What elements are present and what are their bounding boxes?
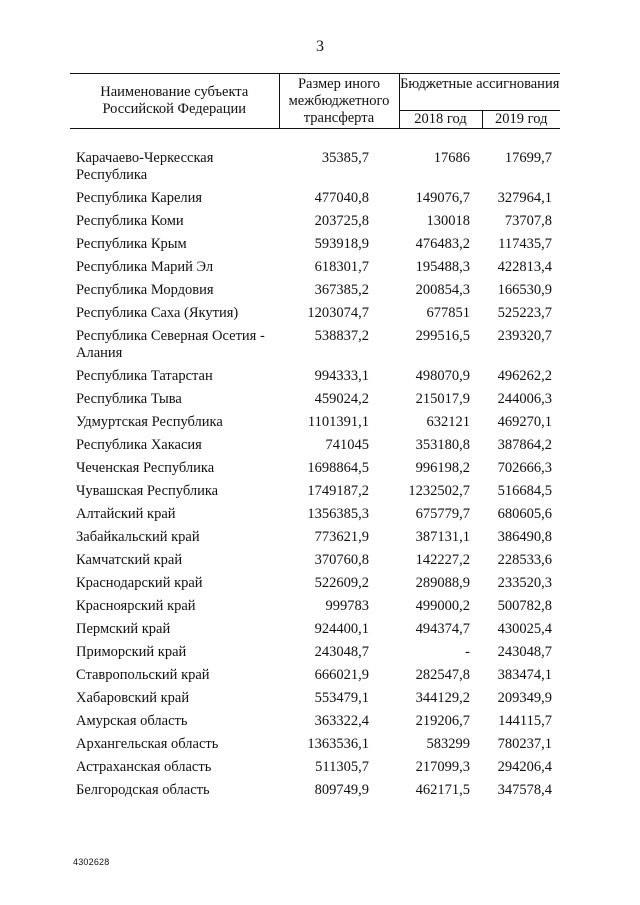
transfer-amount: 999783 [325,598,369,614]
transfer-amount: 367385,2 [314,282,369,298]
region-name: Республика Тыва [76,391,182,407]
region-name: Хабаровский край [76,690,190,706]
transfer-amount: 666021,9 [314,667,369,683]
allocation-2019: 294206,4 [497,759,552,775]
region-name: Забайкальский край [76,529,200,545]
header-transfer-size: Размер иного межбюджетного трансферта [279,74,399,129]
allocation-2018: 387131,1 [415,529,470,545]
allocation-2019: 500782,8 [497,598,552,614]
region-name: Республика Татарстан [76,368,213,384]
allocation-2018: 498070,9 [415,368,470,384]
region-name: Архангельская область [76,736,219,752]
allocation-2018: 17686 [433,150,470,166]
table-row [70,256,560,279]
allocation-2019: 516684,5 [497,483,552,499]
region-name: Ставропольский край [76,667,210,683]
allocation-2019: 525223,7 [497,305,552,321]
table-row [70,187,560,210]
region-name: Чеченская Республика [76,460,215,476]
page-number: 3 [316,38,324,55]
header-year-2019: 2019 год [482,111,560,129]
region-name: Камчатский край [76,552,183,568]
document-code: 4302628 [73,857,110,867]
region-name: Астраханская область [76,759,212,775]
transfer-amount: 1356385,3 [307,506,369,522]
region-name: Республика Северная Осетия - Алания [76,328,265,361]
allocation-2019: 386490,8 [497,529,552,545]
table-row [70,434,560,457]
region-name: Амурская область [76,713,188,729]
region-name: Республика Хакасия [76,437,202,453]
allocation-2019: 422813,4 [497,259,552,275]
table-row [70,641,560,664]
region-name: Республика Коми [76,213,184,229]
table-row [70,618,560,641]
allocation-2018: 677851 [426,305,470,321]
transfer-amount: 1363536,1 [307,736,369,752]
table-row [70,595,560,618]
allocation-2019: 243048,7 [497,644,552,660]
table-row [70,572,560,595]
allocation-2019: 347578,4 [497,782,552,798]
transfer-amount: 363322,4 [314,713,369,729]
region-name: Карачаево-Черкесская Республика [76,150,214,183]
region-name: Удмуртская Республика [76,414,223,430]
transfer-amount: 924400,1 [314,621,369,637]
region-name: Приморский край [76,644,187,660]
table-row [70,526,560,549]
allocation-2019: 144115,7 [498,713,552,729]
table-row [70,687,560,710]
budget-table [70,73,560,802]
region-name: Алтайский край [76,506,176,522]
transfer-amount: 1101391,1 [307,414,369,430]
transfer-amount: 994333,1 [314,368,369,384]
region-name: Краснодарский край [76,575,203,591]
table-row [70,756,560,779]
table-header [70,74,560,129]
transfer-amount: 370760,8 [314,552,369,568]
allocation-2019: 17699,7 [504,150,552,166]
allocation-2019: 73707,8 [504,213,552,229]
allocation-2018: 583299 [426,736,470,752]
allocation-2018: 462171,5 [415,782,470,798]
allocation-2018: 344129,2 [415,690,470,706]
transfer-amount: 1698864,5 [307,460,369,476]
transfer-amount: 741045 [325,437,369,453]
allocation-2018: 675779,7 [415,506,470,522]
table-row [70,549,560,572]
allocation-2018: 130018 [426,213,470,229]
header-year-2018: 2018 год [399,111,482,129]
transfer-amount: 511305,7 [315,759,369,775]
transfer-amount: 477040,8 [314,190,369,206]
allocation-2019: 702666,3 [497,460,552,476]
allocation-2018: 142227,2 [415,552,470,568]
table-row [70,129,560,188]
allocation-2018: 219206,7 [415,713,470,729]
region-name: Белгородская область [76,782,210,798]
transfer-amount: 593918,9 [314,236,369,252]
allocation-2018: 149076,7 [415,190,470,206]
region-name: Пермский край [76,621,171,637]
allocation-2019: 327964,1 [497,190,552,206]
allocation-2018: 353180,8 [415,437,470,453]
allocation-2019: 228533,6 [497,552,552,568]
table-row [70,733,560,756]
header-region-name: Наименование субъекта Российской Федерации [70,74,279,129]
allocation-2018: - [465,644,470,660]
allocation-2018: 494374,7 [415,621,470,637]
transfer-amount: 773621,9 [314,529,369,545]
transfer-amount: 203725,8 [314,213,369,229]
allocation-2019: 244006,3 [497,391,552,407]
allocation-2019: 117435,7 [498,236,552,252]
allocation-2018: 217099,3 [415,759,470,775]
transfer-amount: 618301,7 [314,259,369,275]
table-row [70,325,560,365]
allocation-2018: 632121 [426,414,470,430]
allocation-2019: 233520,3 [497,575,552,591]
transfer-amount: 459024,2 [314,391,369,407]
allocation-2018: 1232502,7 [408,483,470,499]
table-row [70,480,560,503]
table-row [70,779,560,802]
allocation-2018: 499000,2 [415,598,470,614]
table-row [70,411,560,434]
allocation-2018: 195488,3 [415,259,470,275]
header-budget-allocations: Бюджетные ассигнования [399,74,560,111]
region-name: Республика Крым [76,236,187,252]
region-name: Республика Карелия [76,190,203,206]
allocation-2018: 200854,3 [415,282,470,298]
table-body [70,129,560,803]
table-row [70,233,560,256]
table-row [70,664,560,687]
table-row [70,210,560,233]
allocation-2019: 383474,1 [497,667,552,683]
allocation-2019: 780237,1 [497,736,552,752]
table-row [70,388,560,411]
table-row [70,457,560,480]
table-row [70,710,560,733]
allocation-2019: 469270,1 [497,414,552,430]
transfer-amount: 35385,7 [321,150,369,166]
allocation-2018: 289088,9 [415,575,470,591]
region-name: Республика Марий Эл [76,259,214,275]
transfer-amount: 538837,2 [314,328,369,344]
allocation-2019: 496262,2 [497,368,552,384]
table-row [70,302,560,325]
transfer-amount: 1749187,2 [307,483,369,499]
allocation-2019: 680605,6 [497,506,552,522]
region-name: Чувашская Республика [76,483,219,499]
transfer-amount: 809749,9 [314,782,369,798]
allocation-2018: 215017,9 [415,391,470,407]
allocation-2019: 430025,4 [497,621,552,637]
allocation-2018: 282547,8 [415,667,470,683]
table-row [70,365,560,388]
region-name: Красноярский край [76,598,196,614]
allocation-2019: 239320,7 [497,328,552,344]
table-row [70,503,560,526]
transfer-amount: 243048,7 [314,644,369,660]
transfer-amount: 1203074,7 [307,305,369,321]
allocation-2018: 476483,2 [415,236,470,252]
region-name: Республика Саха (Якутия) [76,305,239,321]
transfer-amount: 522609,2 [314,575,369,591]
allocation-2019: 387864,2 [497,437,552,453]
allocation-2018: 299516,5 [415,328,470,344]
region-name: Республика Мордовия [76,282,214,298]
allocation-2019: 209349,9 [497,690,552,706]
table-row [70,279,560,302]
allocation-2019: 166530,9 [497,282,552,298]
allocation-2018: 996198,2 [415,460,470,476]
transfer-amount: 553479,1 [314,690,369,706]
